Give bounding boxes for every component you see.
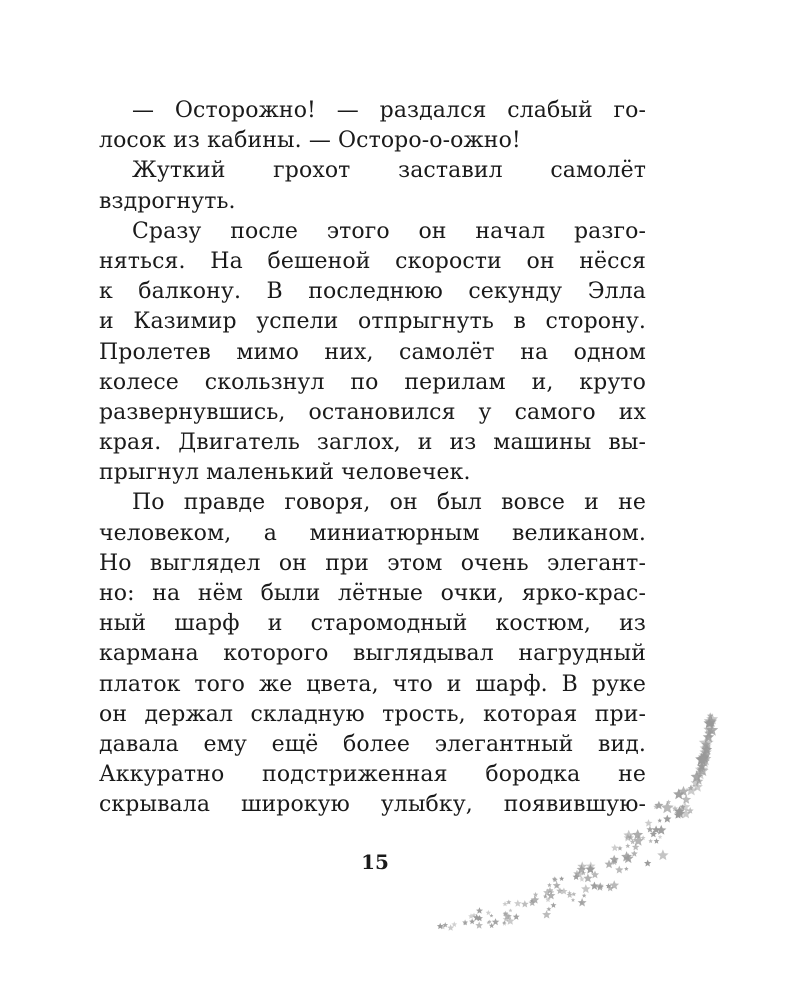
star-icon xyxy=(509,909,513,913)
star-icon xyxy=(451,921,457,927)
star-icon xyxy=(513,913,520,920)
star-icon xyxy=(543,888,551,896)
star-icon xyxy=(503,912,511,920)
star-icon xyxy=(503,911,508,916)
text-line: Аккуратно подстриженная бородка не xyxy=(99,762,646,788)
star-icon xyxy=(624,833,633,841)
star-icon xyxy=(704,717,715,728)
star-icon xyxy=(529,899,536,906)
star-icon xyxy=(583,874,592,883)
star-icon xyxy=(705,735,710,740)
text-line: вздрогнуть. xyxy=(99,188,236,214)
star-icon xyxy=(692,781,703,791)
star-icon xyxy=(685,784,697,795)
text-line: развернувшись, остановился у самого их xyxy=(99,399,646,425)
star-icon xyxy=(707,712,714,718)
star-icon xyxy=(579,877,584,882)
star-icon xyxy=(514,900,522,907)
text-line: Жуткий грохот заставил самолёт xyxy=(132,158,646,184)
star-icon xyxy=(547,887,554,894)
star-icon xyxy=(681,809,691,819)
text-line: лосок из кабины. — Осторо-о-ожно! xyxy=(99,128,521,154)
star-icon xyxy=(615,866,623,874)
star-icon xyxy=(701,740,711,749)
star-icon xyxy=(706,717,717,727)
star-icon xyxy=(661,801,674,813)
star-icon xyxy=(644,860,651,867)
star-icon xyxy=(695,770,705,780)
star-icon xyxy=(578,898,587,907)
text-line: края. Двигатель заглох, и из машины вы- xyxy=(99,430,646,456)
star-icon xyxy=(550,890,554,894)
star-icon xyxy=(653,804,658,809)
text-line: человеком, а миниатюрным великаном. xyxy=(99,520,646,546)
star-icon xyxy=(530,899,534,903)
star-icon xyxy=(674,808,685,818)
star-icon xyxy=(606,883,612,888)
text-line: колесе скользнул по перилам и, круто xyxy=(99,369,646,395)
text-line: прыгнул маленький человечек. xyxy=(99,460,471,486)
text-line: Сразу после этого он начал разго- xyxy=(132,218,646,244)
star-icon xyxy=(447,924,454,931)
star-icon xyxy=(654,838,660,844)
star-icon xyxy=(632,829,643,839)
star-icon xyxy=(471,913,476,918)
body-text xyxy=(99,96,646,821)
star-icon xyxy=(674,806,684,816)
star-icon xyxy=(503,916,510,923)
star-icon xyxy=(573,873,580,880)
star-icon xyxy=(575,870,584,878)
star-icon xyxy=(700,746,712,758)
star-icon xyxy=(624,867,629,871)
star-icon xyxy=(657,849,668,860)
star-icon xyxy=(506,913,512,919)
star-icon xyxy=(658,835,663,839)
star-icon xyxy=(586,861,596,870)
star-icon xyxy=(547,883,552,887)
star-icon xyxy=(567,890,572,895)
star-icon xyxy=(492,918,500,925)
star-icon xyxy=(678,786,689,796)
star-icon xyxy=(700,753,707,759)
star-icon xyxy=(597,882,604,889)
star-icon xyxy=(607,885,614,892)
star-icon xyxy=(632,843,640,850)
star-icon xyxy=(555,884,559,888)
star-icon xyxy=(502,921,506,925)
star-icon xyxy=(551,902,557,908)
star-icon xyxy=(697,765,705,773)
star-icon xyxy=(571,898,575,902)
star-icon xyxy=(437,923,444,929)
star-icon xyxy=(521,900,529,907)
star-icon xyxy=(542,910,551,918)
star-icon xyxy=(609,880,619,889)
star-icon xyxy=(658,818,663,822)
star-icon xyxy=(680,801,691,811)
star-icon xyxy=(475,921,483,928)
star-icon xyxy=(581,884,591,893)
star-icon xyxy=(506,917,515,925)
star-icon xyxy=(596,883,604,890)
text-line: кармана которого выглядывал нагрудный xyxy=(99,641,646,667)
star-icon xyxy=(708,728,715,734)
star-icon xyxy=(489,923,495,928)
star-icon xyxy=(646,826,653,833)
star-icon xyxy=(699,749,711,760)
star-icon xyxy=(695,763,709,776)
star-icon xyxy=(502,921,507,926)
star-icon xyxy=(611,844,619,851)
star-icon xyxy=(543,894,548,898)
star-icon xyxy=(473,914,481,921)
star-icon xyxy=(582,893,587,897)
star-icon xyxy=(545,897,551,902)
text-line: — Осторожно! — раздался слабый го- xyxy=(132,98,646,123)
star-icon xyxy=(699,752,710,762)
star-icon xyxy=(610,855,619,864)
star-icon xyxy=(556,887,563,894)
star-icon xyxy=(703,731,715,742)
star-icon xyxy=(680,804,686,810)
star-icon xyxy=(708,721,715,727)
star-icon xyxy=(463,921,468,926)
star-icon xyxy=(623,853,634,863)
star-icon xyxy=(559,876,564,881)
star-icon xyxy=(573,870,581,877)
star-icon xyxy=(633,835,644,845)
star-icon xyxy=(704,728,714,737)
star-icon xyxy=(577,865,587,874)
star-icon xyxy=(617,846,622,851)
star-icon xyxy=(552,876,557,881)
star-icon xyxy=(625,843,630,848)
star-icon xyxy=(571,892,576,897)
star-icon xyxy=(675,806,685,815)
text-line: Но выглядел он при этом очень элегант- xyxy=(99,550,646,576)
star-icon xyxy=(641,835,646,840)
star-icon xyxy=(650,830,657,837)
star-icon xyxy=(697,761,707,771)
star-icon xyxy=(579,900,583,904)
star-icon xyxy=(566,892,573,898)
star-icon xyxy=(703,724,713,734)
star-icon xyxy=(700,742,711,753)
star-icon xyxy=(605,860,614,869)
star-icon xyxy=(468,913,474,919)
star-icon xyxy=(704,715,717,728)
star-icon xyxy=(688,785,694,791)
star-icon xyxy=(611,859,617,865)
star-icon xyxy=(476,915,483,921)
star-icon xyxy=(621,851,632,861)
star-icon xyxy=(486,910,492,915)
star-icon xyxy=(462,919,468,925)
star-icon xyxy=(698,752,710,763)
text-line: он держал складную трость, которая при- xyxy=(99,701,646,727)
star-icon xyxy=(699,736,714,750)
text-line: платок того же цвета, что и шарф. В руке xyxy=(99,671,646,697)
star-icon xyxy=(591,871,599,879)
star-icon xyxy=(695,777,704,785)
star-icon xyxy=(443,922,449,927)
star-icon xyxy=(506,900,511,905)
star-icon xyxy=(486,920,490,924)
text-line: и Казимир успели отпрыгнуть в сторону. xyxy=(99,309,646,335)
text-line: Пролетев мимо них, самолёт на одном xyxy=(99,339,646,365)
star-icon xyxy=(701,744,712,754)
star-icon xyxy=(674,811,682,819)
star-icon xyxy=(546,907,551,912)
star-icon xyxy=(702,750,708,755)
star-icon xyxy=(698,752,712,765)
page-number: 15 xyxy=(361,850,389,874)
text-line: давала ему ещё более элегантный вид. xyxy=(99,731,646,757)
star-icon xyxy=(553,881,561,889)
star-icon xyxy=(503,912,507,916)
star-icon xyxy=(476,907,483,914)
star-icon xyxy=(672,805,678,811)
star-icon xyxy=(627,834,634,840)
star-icon xyxy=(552,877,558,882)
star-icon xyxy=(687,807,694,814)
text-line: но: на нём были лётные очки, ярко-крас- xyxy=(99,581,646,606)
text-line: По правде говоря, он был вовсе и не xyxy=(132,490,646,516)
star-icon xyxy=(654,801,663,810)
star-icon xyxy=(695,753,708,765)
star-icon xyxy=(547,891,556,899)
star-icon xyxy=(630,839,636,844)
star-icon xyxy=(488,920,492,924)
star-icon xyxy=(612,857,619,864)
star-icon xyxy=(656,825,666,835)
star-icon xyxy=(701,753,709,761)
star-icon xyxy=(681,795,691,804)
star-icon xyxy=(533,892,538,897)
star-icon xyxy=(695,769,702,775)
star-icon xyxy=(577,861,587,870)
star-icon xyxy=(648,839,653,843)
star-icon xyxy=(697,765,709,776)
star-icon xyxy=(691,771,703,783)
star-icon xyxy=(701,756,706,761)
star-icon xyxy=(663,815,671,823)
text-line: ный шарф и старомодный костюм, из xyxy=(99,611,646,637)
star-icon xyxy=(652,825,660,833)
text-line: няться. На бешеной скорости он нёсся xyxy=(99,248,646,274)
star-icon xyxy=(473,914,480,920)
star-icon xyxy=(706,713,718,724)
star-icon xyxy=(490,914,494,918)
star-icon xyxy=(706,724,719,736)
star-icon xyxy=(531,895,540,903)
star-icon xyxy=(440,924,445,929)
star-icon xyxy=(691,778,701,787)
star-icon xyxy=(502,901,507,906)
star-icon xyxy=(469,919,475,925)
star-icon xyxy=(623,830,634,840)
star-icon xyxy=(698,755,710,767)
star-icon xyxy=(560,888,567,895)
text-line: скрывала широкую улыбку, появившую- xyxy=(99,792,646,818)
star-icon xyxy=(585,864,595,874)
star-icon xyxy=(666,800,671,805)
star-icon xyxy=(673,788,684,799)
text-line: к балкону. В последнюю секунду Элла xyxy=(99,279,646,305)
star-icon xyxy=(708,734,713,739)
star-icon xyxy=(581,870,587,875)
star-icon xyxy=(703,741,712,749)
star-icon xyxy=(631,850,638,857)
star-icon xyxy=(590,882,599,890)
